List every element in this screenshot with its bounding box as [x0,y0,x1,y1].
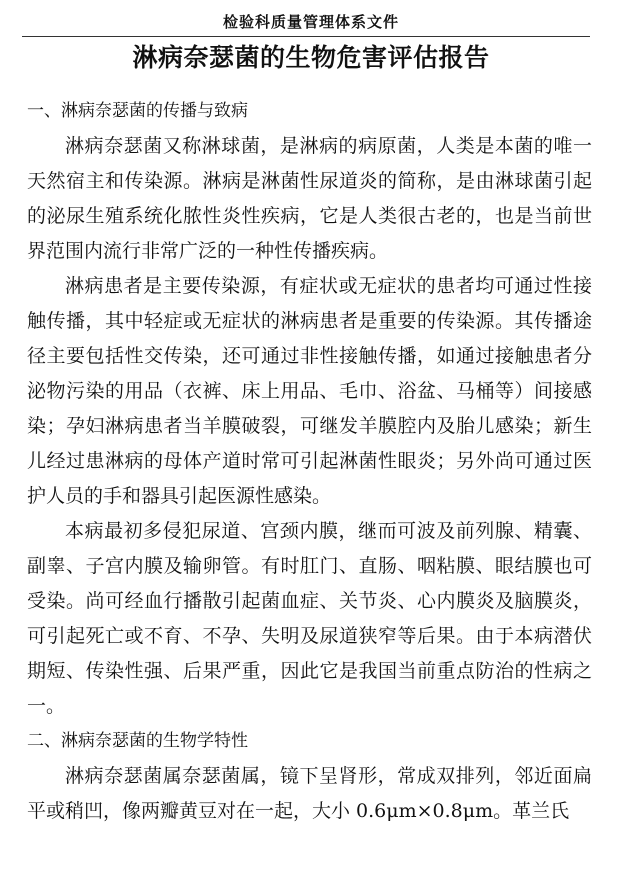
paragraph: 淋病奈瑟菌属奈瑟菌属，镜下呈肾形，常成双排列，邻近面扁平或稍凹，像两瓣黄豆对在一起，大小 0.6μm×0.8μm。革兰氏 [27,765,592,822]
document-title: 淋病奈瑟菌的生物危害评估报告 [132,43,490,72]
section-heading: 二、淋病奈瑟菌的生物学特性 [27,731,248,751]
running-header: 检验科质量管理体系文件 [222,13,399,31]
header-divider [22,36,590,37]
document-body [27,94,592,829]
paragraph: 淋病患者是主要传染源，有症状或无症状的患者均可通过性接触传播，其中轻症或无症状的淋病患者是重要的传染源。其传播途径主要包括性交传染，还可通过非性接触传播，如通过接触患者分泌物污染的用品（衣裤、床上用品、毛巾、浴盆、马桶等）间接感染；孕妇淋病患者当羊膜破裂，可继发羊膜腔内及胎儿感染；新生儿经过患淋病的母体产道时常可引起淋菌性眼炎；另外尚可通过医护人员的手和器具引起医源性感染。 [27,275,592,507]
paragraph: 淋病奈瑟菌又称淋球菌，是淋病的病原菌，人类是本菌的唯一天然宿主和传染源。淋病是淋菌性尿道炎的简称，是由淋球菌引起的泌尿生殖系统化脓性炎性疾病，它是人类很古老的，也是当前世界范围内流行非常广泛的一种性传播疾病。 [27,135,592,262]
paragraph: 本病最初多侵犯尿道、宫颈内膜，继而可波及前列腺、精囊、副睾、子宫内膜及输卵管。有时肛门、直肠、咽粘膜、眼结膜也可受染。尚可经血行播散引起菌血症、关节炎、心内膜炎及脑膜炎，可引起死亡或不育、不孕、失明及尿道狭窄等后果。由于本病潜伏期短、传染性强、后果严重，因此它是我国当前重点防治的性病之一。 [27,520,592,717]
section-heading: 一、淋病奈瑟菌的传播与致病 [27,101,248,121]
section-transmission [27,94,592,724]
section-biology [27,724,592,829]
